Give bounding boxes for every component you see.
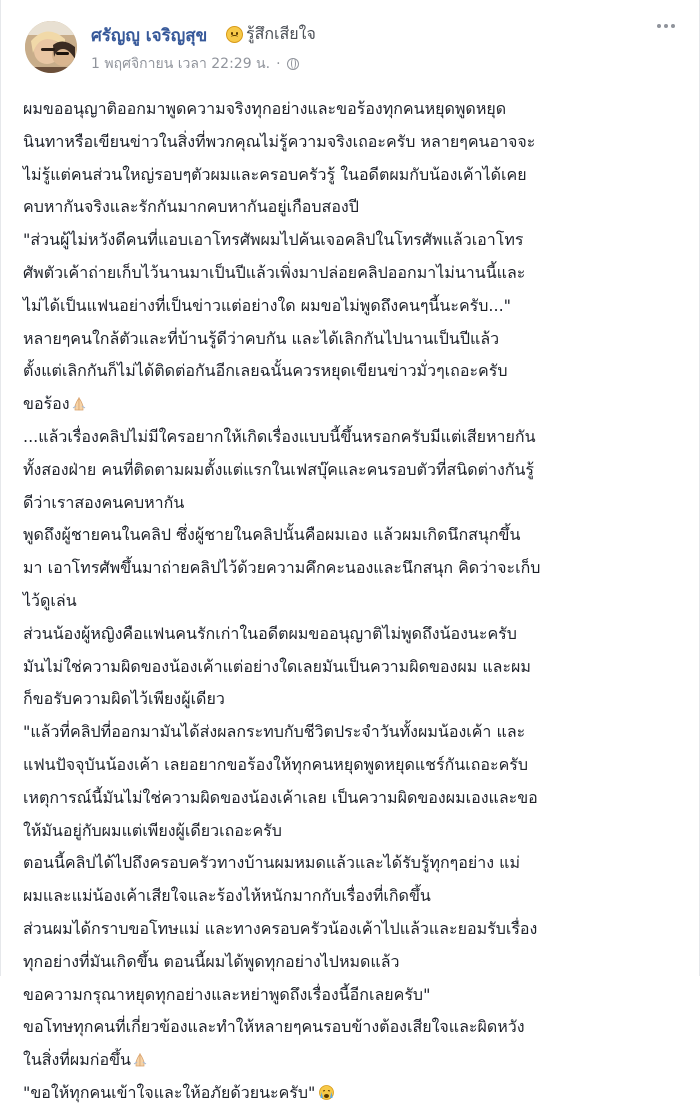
post-text: ศัพตัวเค้าถ่ายเก็บไว้นานมาเป็นปีแล้วเพิ่งมาปล่อยคลิปออกมาไม่นานนี้และ: [23, 262, 526, 282]
post-text: มันไม่ใช่ความผิดของน้องเค้าแต่อย่างใดเลยมันเป็นความผิดของผม และผม: [23, 656, 531, 676]
post-text-line: [23, 355, 687, 388]
post-text: ทุกอย่างที่มันเกิดขึ้น ตอนนี้ผมได้พูดทุกอย่างไปหมดแล้ว: [23, 951, 400, 971]
post-text: ก็ขอรับความผิดไว้เพียงผู้เดียว: [23, 689, 225, 709]
post-text-line: [23, 1077, 687, 1110]
post-text: นินทาหรือเขียนข่าวในสิ่งที่พวกคุณไม่รู้ความจริงเถอะครับ หลายๆคนอาจจะ: [23, 131, 536, 151]
post-text: ขอร้อง: [23, 394, 70, 414]
meta-separator: ·: [276, 56, 281, 72]
post-text: ผมขออนุญาติออกมาพูดความจริงทุกอย่างและขอร้องทุกคนหยุดพูดหยุด: [23, 99, 507, 118]
post-text: พูดถึงผู้ชายคนในคลิป ซึ่งผู้ชายในคลิปนั้นคือผมเอง แล้วผมเกิดนึกสนุกขึ้น: [23, 525, 521, 545]
post-text: "ส่วนผู้ไม่หวังดีคนที่แอบเอาโทรศัพผมไปค้นเจอคลิปในโทรศัพแล้วเอาโทร: [23, 230, 524, 250]
post-text-line: [23, 290, 687, 323]
sad-face-icon: [226, 26, 243, 43]
globe-icon[interactable]: [287, 58, 299, 70]
post-text-line: [23, 1044, 687, 1077]
post-text: ไม่รู้แต่คนส่วนใหญ่รอบๆตัวผมและครอบครัวรู้ ในอดีตผมกับน้องเค้าได้เคย: [23, 164, 527, 184]
avatar[interactable]: [25, 21, 77, 73]
post-meta: [91, 53, 299, 75]
post-text-line: [23, 716, 687, 749]
post-text-line: [23, 913, 687, 946]
post-text-line: [23, 323, 687, 356]
post-text: ตอนนี้คลิปได้ไปถึงครอบครัวทางบ้านผมหมดแล้วและได้รับรู้ทุกๆอย่าง แม่: [23, 853, 520, 873]
post-text-line: [23, 388, 687, 421]
post-body: [23, 93, 687, 1110]
feeling-label: รู้สึกเสียใจ: [246, 24, 316, 43]
post-text-line: [23, 1011, 687, 1044]
post-text: ส่วนผมได้กราบขอโทษแม่ และทางครอบครัวน้องเค้าไปแล้วและยอมรับเรื่อง: [23, 918, 538, 938]
post-text: ทั้งสองฝ่าย คนที่ติดตามผมตั้งแต่แรกในเฟสบุ๊คและคนรอบตัวที่สนิดต่างกันรู้: [23, 459, 534, 479]
post-text-line: [23, 126, 687, 159]
post-text-line: [23, 683, 687, 716]
post-text: ตั้งแต่เลิกกันก็ไม่ได้ติดต่อกันอีกเลยฉนั้นควรหยุดเขียนข่าวมั่วๆเถอะครับ: [23, 361, 508, 381]
post-header: [1, 0, 700, 90]
post-text-line: [23, 880, 687, 913]
post-text: ในสิ่งที่ผมก่อขึ้น: [23, 1050, 131, 1070]
post-text: ไม่ได้เป็นแฟนอย่างที่เป็นข่าวแต่อย่างใด ผมขอไม่พูดถึงคนๆนี้นะครับ...": [23, 295, 512, 315]
post-text-line: [23, 815, 687, 848]
post-text-line: [23, 946, 687, 979]
post-text-line: [23, 552, 687, 585]
post-text-line: [23, 191, 687, 224]
feeling-status[interactable]: [226, 22, 316, 47]
post-text: มา เอาโทรศัพขึ้นมาถ่ายคลิปไว้ด้วยความคึกคะนองและนึกสนุก คิดว่าจะเก็บ: [23, 558, 541, 578]
post-text: หลายๆคนใกล้ตัวและที่บ้านรู้ดีว่าคบกัน และได้เลิกกันไปนานเป็นปีแล้ว: [23, 328, 500, 348]
crying-face-icon: [319, 1085, 334, 1100]
post-text-line: [23, 979, 687, 1012]
post-text: เหตุการณ์นี้มันไม่ใช่ความผิดของน้องเค้าเลย เป็นความผิดของผมเองและขอ: [23, 787, 538, 807]
post-text-line: [23, 487, 687, 520]
post-text-line: [23, 585, 687, 618]
author-name[interactable]: ศรัญญู เจริญสุข: [91, 26, 208, 46]
post-text: ผมและแม่น้องเค้าเสียใจและร้องไห้หนักมากกับเรื่องที่เกิดขึ้น: [23, 886, 431, 906]
post-text: "แล้วที่คลิปที่ออกมามันได้ส่งผลกระทบกับชีวิตประจำวันทั้งผมน้องเค้า และ: [23, 722, 526, 742]
post-text-line: [23, 93, 687, 126]
post-text: ส่วนน้องผู้หญิงคือแฟนคนรักเก่าในอดีตผมขออนุญาติไม่พูดถึงน้องนะครับ: [23, 623, 517, 643]
post-text: ขอความกรุณาหยุดทุกอย่างและหย่าพูดถึงเรื่องนี้อีกเลยครับ": [23, 984, 431, 1004]
post-text: ดีว่าเราสองคนคบหากัน: [23, 492, 185, 512]
avatar-photo: [25, 21, 77, 73]
post-text: "ขอให้ทุกคนเข้าใจและให้อภัยด้วยนะครับ": [23, 1082, 316, 1102]
post-text-line: [23, 421, 687, 454]
post-text-line: [23, 159, 687, 192]
folded-hands-icon: [72, 397, 86, 411]
folded-hands-icon: [133, 1053, 147, 1067]
post-text-line: [23, 749, 687, 782]
post-text-line: [23, 782, 687, 815]
post-text-line: [23, 224, 687, 257]
post-timestamp[interactable]: 1 พฤศจิกายน เวลา 22:29 น.: [91, 56, 271, 72]
post-text-line: [23, 257, 687, 290]
post-text: แฟนปัจจุบันน้องเค้า เลยอยากขอร้องให้ทุกคนหยุดพูดหยุดแชร์กันเถอะครับ: [23, 754, 529, 774]
post-text-line: [23, 519, 687, 552]
post-text: ให้มันอยู่กับผมแต่เพียงผู้เดียวเถอะครับ: [23, 820, 282, 840]
post-text: คบหากันจริงและรักกันมากคบหากันอยู่เกือบสองปี: [23, 197, 359, 217]
post-text: ไว้ดูเล่น: [23, 590, 77, 610]
post-text: ...แล้วเรื่องคลิปไม่มีใครอยากให้เกิดเรื่องแบบนี้ขึ้นหรอกครับมีแต่เสียหายกัน: [23, 426, 536, 446]
post-text-line: [23, 847, 687, 880]
more-options-icon[interactable]: [657, 24, 675, 28]
post-text-line: [23, 651, 687, 684]
post-text-line: [23, 618, 687, 651]
post-text-line: [23, 454, 687, 487]
post-text: ขอโทษทุกคนที่เกี่ยวข้องและทำให้หลายๆคนรอบข้างต้องเสียใจและผิดหวัง: [23, 1017, 525, 1037]
